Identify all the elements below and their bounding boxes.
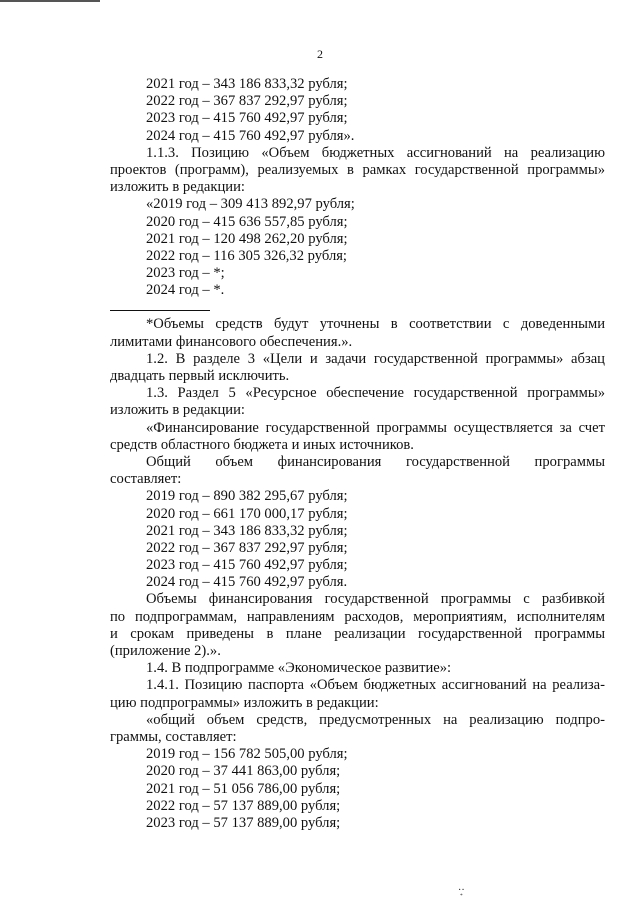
year-line: 2020 год – 661 170 000,17 рубля; — [146, 505, 348, 522]
year-line: 2024 год – *. — [146, 282, 225, 299]
paragraph-1-1-3-line: 1.1.3. Позицию «Объем бюджетных ассигнований на реализацию — [146, 144, 605, 161]
paragraph-1-3-line: изложить в редакции: — [110, 402, 245, 419]
year-line: 2021 год – 120 498 262,20 рубля; — [146, 230, 348, 247]
year-line: 2019 год – 156 782 505,00 рубля; — [146, 746, 348, 763]
year-line: 2021 год – 343 186 833,32 рубля; — [146, 522, 348, 539]
general-volume-line: «общий объем средств, предусмотренных на реализацию подпро- — [146, 711, 605, 728]
year-line: 2024 год – 415 760 492,97 рубля. — [146, 574, 348, 591]
year-line: «2019 год – 309 413 892,97 рубля; — [146, 196, 355, 213]
general-volume-line: граммы, составляет: — [110, 728, 237, 745]
year-line: 2023 год – 415 760 492,97 рубля; — [146, 110, 348, 127]
scan-artifact: ·͙· — [458, 885, 465, 896]
financing-line: «Финансирование государственной программы осуществляется за счет — [146, 419, 605, 436]
footnote-line: *Объемы средств будут уточнены в соответствии с доведенными — [146, 316, 605, 333]
financing-line: средств областного бюджета и иных источников. — [110, 436, 414, 453]
page-number: 2 — [317, 47, 323, 61]
year-line: 2023 год – 57 137 889,00 рубля; — [146, 814, 341, 831]
document-body — [110, 76, 605, 832]
footnote-line: лимитами финансового обеспечения.». — [110, 333, 353, 350]
year-line: 2021 год – 51 056 786,00 рубля; — [146, 780, 341, 797]
year-line: 2022 год – 367 837 292,97 рубля; — [146, 93, 348, 110]
year-line: 2022 год – 367 837 292,97 рубля; — [146, 539, 348, 556]
paragraph-1-4-1-line: цию подпрограммы» изложить в редакции: — [110, 694, 379, 711]
total-volume-line: составляет: — [110, 471, 182, 488]
year-line: 2022 год – 116 305 326,32 рубля; — [146, 247, 347, 264]
total-volume-line: Общий объем финансирования государственной программы — [146, 453, 605, 470]
volumes-line: и срокам приведены в плане реализации государственной программы — [110, 625, 605, 642]
scan-edge-mark — [0, 0, 100, 2]
year-line: 2024 год – 415 760 492,97 рубля». — [146, 127, 355, 144]
paragraph-1-2-line: 1.2. В разделе 3 «Цели и задачи государственной программы» абзац — [146, 350, 605, 367]
paragraph-1-4: 1.4. В подпрограмме «Экономическое развитие»: — [146, 660, 452, 677]
year-line: 2020 год – 415 636 557,85 рубля; — [146, 213, 348, 230]
paragraph-1-4-1-line: 1.4.1. Позицию паспорта «Объем бюджетных ассигнований на реализа- — [146, 677, 605, 694]
year-line: 2019 год – 890 382 295,67 рубля; — [146, 488, 348, 505]
paragraph-1-1-3-line: проектов (программ), реализуемых в рамках государственной программы» — [110, 161, 605, 178]
year-line: 2021 год – 343 186 833,32 рубля; — [146, 76, 348, 92]
paragraph-1-1-3-line: изложить в редакции: — [110, 179, 245, 196]
volumes-line: (приложение 2).». — [110, 643, 221, 659]
volumes-line: по подпрограммам, направлениям расходов, мероприятиям, исполнителям — [110, 608, 605, 625]
paragraph-1-3-line: 1.3. Раздел 5 «Ресурсное обеспечение государственной программы» — [146, 385, 605, 402]
year-line: 2020 год – 37 441 863,00 рубля; — [146, 763, 341, 780]
paragraph-1-2-line: двадцать первый исключить. — [110, 368, 290, 384]
footnote-rule — [110, 310, 210, 311]
year-line: 2023 год – *; — [146, 265, 225, 282]
year-line: 2022 год – 57 137 889,00 рубля; — [146, 797, 341, 814]
year-line: 2023 год – 415 760 492,97 рубля; — [146, 557, 348, 574]
volumes-line: Объемы финансирования государственной программы с разбивкой — [146, 591, 605, 608]
